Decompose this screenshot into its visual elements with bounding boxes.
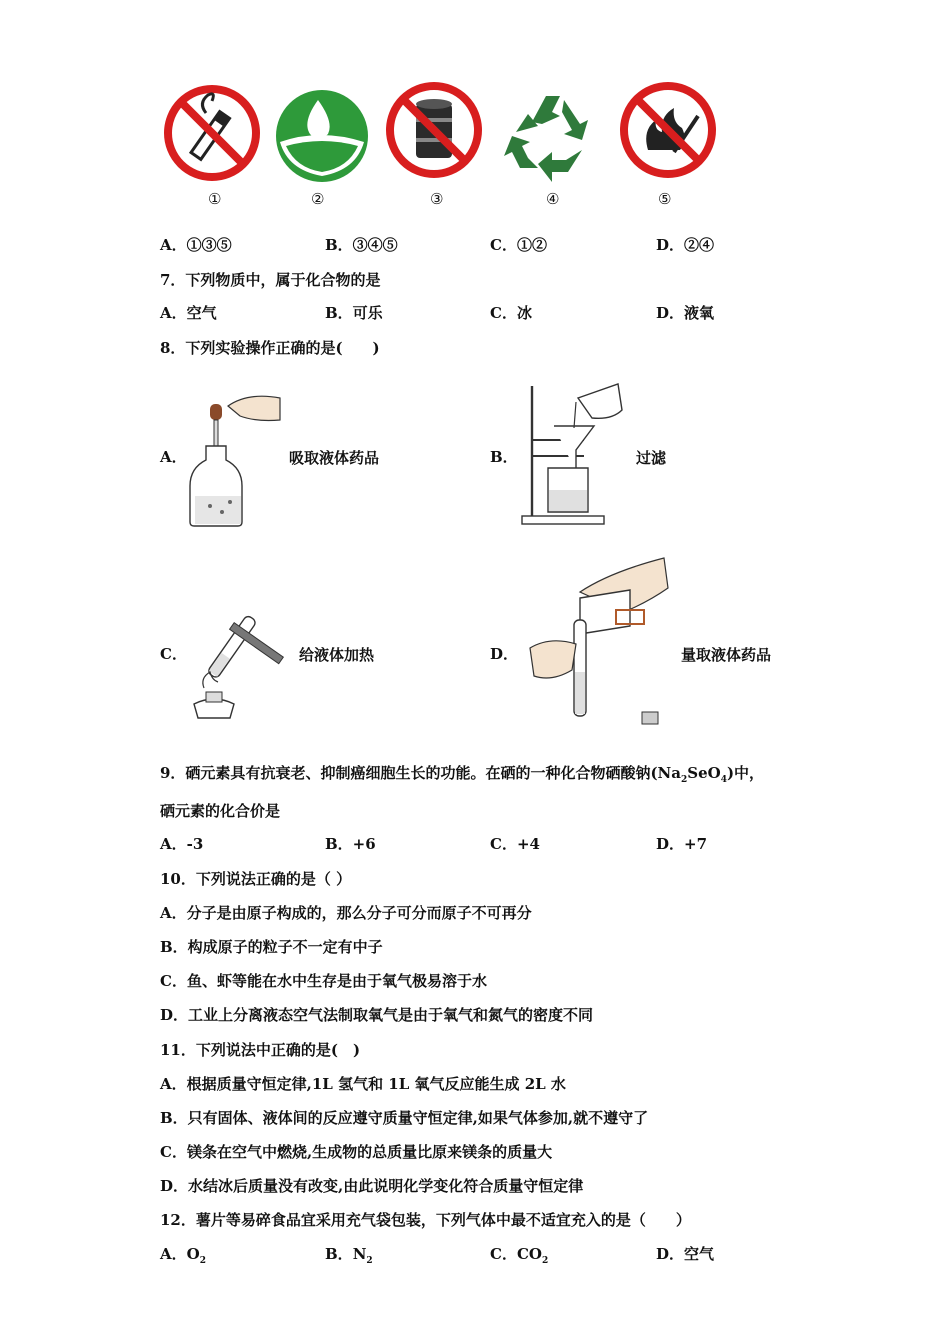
q9-sub-1: 2 [680,775,688,785]
q8-option-a-caption: 吸取液体药品 [289,449,380,467]
recycle-icon [502,82,602,182]
sign-label-4: ④ [546,190,560,208]
q8-stem: 8．下列实验操作正确的是( ) [160,339,380,357]
q11-option-b[interactable]: B．只有固体、液体间的反应遵守质量守恒定律,如果气体参加,就不遵守了 [160,1109,649,1127]
q12-option-c-formula: CO [516,1245,542,1263]
water-saving-icon [272,86,372,186]
measuring-liquid-illustration [520,552,670,728]
dropper-bottle-illustration [188,386,284,530]
q12-option-c[interactable] [490,1244,548,1271]
q12-option-a-formula: O [186,1245,200,1263]
q11-option-c[interactable]: C．镁条在空气中燃烧,生成物的总质量比原来镁条的质量大 [160,1143,553,1161]
q12-option-a-letter: A． [160,1245,187,1263]
sign-label-2: ② [311,190,325,208]
q8-option-c-letter[interactable]: C． [160,645,187,663]
no-smoking-icon [162,83,262,183]
q12-option-b[interactable] [325,1244,373,1271]
q10-option-c[interactable]: C．鱼、虾等能在水中生存是由于氧气极易溶于水 [160,972,487,990]
q7-option-a[interactable]: A．空气 [160,304,217,322]
q11-stem: 11．下列说法中正确的是( ) [160,1041,361,1059]
q11-option-d[interactable]: D．水结冰后质量没有改变,由此说明化学变化符合质量守恒定律 [160,1177,584,1195]
q7-stem: 7．下列物质中，属于化合物的是 [160,271,381,289]
q6-option-c[interactable]: C．①② [490,236,547,254]
q9-stem-part2: SeO [687,764,721,782]
q9-stem-line2: 硒元素的化合价是 [160,802,281,820]
q10-option-b[interactable]: B．构成原子的粒子不一定有中子 [160,938,383,956]
q12-option-c-letter: C． [490,1245,517,1263]
q8-option-c-caption: 给液体加热 [299,646,375,664]
q6-option-b[interactable]: B．③④⑤ [325,236,398,254]
q7-option-d[interactable]: D．液氧 [656,304,715,322]
q6-option-a[interactable]: A．①③⑤ [160,236,232,254]
q8-option-a-letter[interactable]: A． [160,448,187,466]
no-oil-drum-icon [384,80,484,180]
filtration-illustration [518,380,630,528]
no-fire-icon [618,80,718,180]
q10-stem: 10．下列说法正确的是（ ） [160,870,352,888]
q7-option-b[interactable]: B．可乐 [325,304,383,322]
q9-stem-part3: )中， [726,764,765,782]
q6-option-d[interactable]: D．②④ [656,236,715,254]
q12-stem: 12．薯片等易碎食品宜采用充气袋包装，下列气体中最不适宜充入的是（ ） [160,1211,691,1229]
sign-label-5: ⑤ [658,190,672,208]
q9-stem-part1: 9．硒元素具有抗衰老、抑制癌细胞生长的功能。在硒的一种化合物硒酸钠(Na [160,764,681,782]
q12-option-d[interactable]: D．空气 [656,1245,715,1263]
q12-option-a[interactable] [160,1244,206,1271]
q9-sub-2: 4 [720,775,727,785]
q9-stem [160,763,764,790]
q12-option-c-sub: 2 [541,1256,549,1266]
q12-option-b-sub: 2 [366,1256,373,1266]
q8-option-d-letter[interactable]: D． [490,645,519,663]
q10-option-a[interactable]: A．分子是由原子构成的，那么分子可分而原子不可再分 [160,904,532,922]
q8-option-b-letter[interactable]: B． [490,448,518,466]
sign-label-1: ① [208,190,222,208]
q12-option-b-formula: N [352,1245,367,1263]
q9-option-a[interactable]: A．-3 [160,835,204,853]
q12-option-b-letter: B． [325,1245,353,1263]
q10-option-d[interactable]: D．工业上分离液态空气法制取氧气是由于氧气和氮气的密度不同 [160,1006,594,1024]
heating-liquid-illustration [184,614,296,724]
sign-label-3: ③ [430,190,444,208]
q8-option-b-caption: 过滤 [636,449,667,467]
q9-option-c[interactable]: C．+4 [490,835,540,853]
q9-option-b[interactable]: B．+6 [325,835,376,853]
q8-option-d-caption: 量取液体药品 [681,646,772,664]
q9-option-d[interactable]: D．+7 [656,835,708,853]
q11-option-a[interactable]: A．根据质量守恒定律,1L 氢气和 1L 氧气反应能生成 2L 水 [160,1075,566,1093]
q7-option-c[interactable]: C．冰 [490,304,532,322]
q12-option-a-sub: 2 [199,1256,206,1266]
